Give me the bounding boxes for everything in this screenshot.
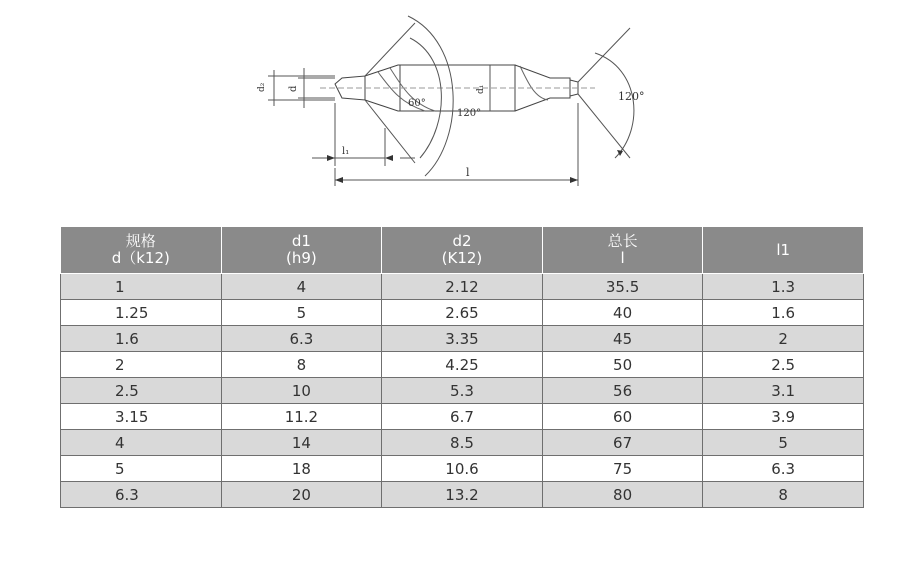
cell-total-length: 75 bbox=[542, 456, 703, 482]
cell-total-length: 67 bbox=[542, 430, 703, 456]
cell-spec: 1.6 bbox=[61, 326, 222, 352]
header-spec: 规格 d（k12) bbox=[61, 227, 222, 274]
cell-d2: 2.12 bbox=[382, 274, 543, 300]
cell-d1: 14 bbox=[221, 430, 382, 456]
cell-d1: 18 bbox=[221, 456, 382, 482]
table-row bbox=[61, 274, 864, 300]
cell-l1: 8 bbox=[703, 482, 864, 508]
table-header-row bbox=[61, 227, 864, 274]
cell-l1: 1.3 bbox=[703, 274, 864, 300]
cell-total-length: 80 bbox=[542, 482, 703, 508]
cell-d2: 13.2 bbox=[382, 482, 543, 508]
cell-d2: 8.5 bbox=[382, 430, 543, 456]
cell-d2: 10.6 bbox=[382, 456, 543, 482]
table-row bbox=[61, 404, 864, 430]
cell-total-length: 50 bbox=[542, 352, 703, 378]
angle-120-outer-label: 120° bbox=[618, 90, 645, 103]
cell-d2: 3.35 bbox=[382, 326, 543, 352]
header-d2: d2 (K12) bbox=[382, 227, 543, 274]
cell-d2: 5.3 bbox=[382, 378, 543, 404]
cell-spec: 2.5 bbox=[61, 378, 222, 404]
cell-spec: 2 bbox=[61, 352, 222, 378]
l-label: l bbox=[466, 166, 470, 179]
d2-label: d₂ bbox=[257, 82, 267, 92]
cell-d1: 10 bbox=[221, 378, 382, 404]
table-row bbox=[61, 378, 864, 404]
angle-60-label: 60° bbox=[408, 98, 426, 109]
center-drill-drawing bbox=[250, 8, 670, 198]
cell-l1: 6.3 bbox=[703, 456, 864, 482]
table-row bbox=[61, 482, 864, 508]
table-row bbox=[61, 352, 864, 378]
cell-l1: 1.6 bbox=[703, 300, 864, 326]
header-total-length: 总长 l bbox=[542, 227, 703, 274]
table-row bbox=[61, 456, 864, 482]
cell-d2: 6.7 bbox=[382, 404, 543, 430]
d1-label: d₁ bbox=[476, 84, 486, 94]
cell-d1: 20 bbox=[221, 482, 382, 508]
spec-table bbox=[60, 226, 864, 508]
cell-spec: 1.25 bbox=[61, 300, 222, 326]
cell-d1: 5 bbox=[221, 300, 382, 326]
cell-spec: 6.3 bbox=[61, 482, 222, 508]
cell-spec: 5 bbox=[61, 456, 222, 482]
cell-total-length: 40 bbox=[542, 300, 703, 326]
cell-total-length: 35.5 bbox=[542, 274, 703, 300]
table-row bbox=[61, 326, 864, 352]
table-row bbox=[61, 300, 864, 326]
table-row bbox=[61, 430, 864, 456]
header-d1: d1 (h9) bbox=[221, 227, 382, 274]
cell-d2: 4.25 bbox=[382, 352, 543, 378]
cell-l1: 5 bbox=[703, 430, 864, 456]
cell-total-length: 60 bbox=[542, 404, 703, 430]
cell-spec: 4 bbox=[61, 430, 222, 456]
cell-d1: 8 bbox=[221, 352, 382, 378]
cell-d1: 4 bbox=[221, 274, 382, 300]
cell-d1: 11.2 bbox=[221, 404, 382, 430]
cell-total-length: 56 bbox=[542, 378, 703, 404]
cell-l1: 3.1 bbox=[703, 378, 864, 404]
cell-d2: 2.65 bbox=[382, 300, 543, 326]
cell-l1: 3.9 bbox=[703, 404, 864, 430]
cell-d1: 6.3 bbox=[221, 326, 382, 352]
angle-120-inner-label: 120° bbox=[457, 108, 482, 119]
cell-l1: 2.5 bbox=[703, 352, 864, 378]
cell-spec: 3.15 bbox=[61, 404, 222, 430]
l1-label: l₁ bbox=[342, 146, 350, 157]
header-l1: l1 bbox=[703, 227, 864, 274]
cell-total-length: 45 bbox=[542, 326, 703, 352]
d-label: d bbox=[288, 85, 299, 92]
cell-spec: 1 bbox=[61, 274, 222, 300]
cell-l1: 2 bbox=[703, 326, 864, 352]
